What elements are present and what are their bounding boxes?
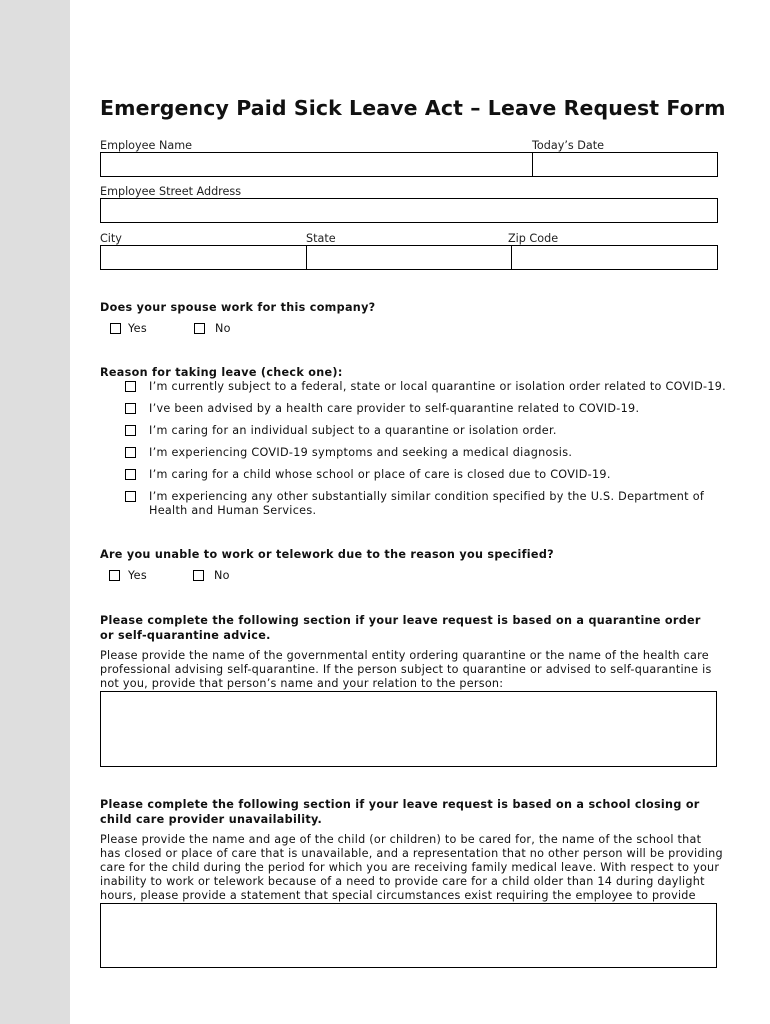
reason-option-quarantine-order: I’m currently subject to a federal, state or local quarantine or isolation order related to COVID-19. [149, 380, 727, 393]
city-label: City [100, 232, 122, 245]
unable-no-checkbox[interactable] [193, 570, 204, 581]
reason-option-self-quarantine: I’ve been advised by a health care provider to self-quarantine related to COVID-19. [149, 402, 640, 415]
unable-yes-checkbox[interactable] [109, 570, 120, 581]
zip-code-field[interactable] [512, 246, 717, 269]
school-section-heading: Please complete the following section if your leave request is based on a school closing or child care provider unavailability. [100, 798, 700, 826]
quarantine-section-instructions: Please provide the name of the governmental entity ordering quarantine or the name of the health care professional advising self-quarantine. If the person subject to quarantine or advised to self-quarantine is not you, provide that person’s name and your relation to the person: [100, 649, 712, 690]
school-section-instructions: Please provide the name and age of the child (or children) to be cared for, the name of the school that has closed or place of care that is unavailable, and a representation that no other person will be providing care for the child during the period for which you are receiving family medical leave. With respect to your inability to work or telework because of a need to provide care for a child older than 14 during daylight hours, please provide a statement that special circumstances exist requiring the employee to provide [100, 833, 723, 902]
city-field[interactable] [101, 246, 306, 269]
state-field[interactable] [307, 246, 511, 269]
todays-date-field[interactable] [533, 153, 717, 176]
employee-name-label: Employee Name [100, 139, 192, 152]
quarantine-details-field[interactable] [100, 691, 717, 767]
city-state-zip-row [100, 245, 718, 270]
reason-option-other-condition: I’m experiencing any other substantially similar condition specified by the U.S. Department of Health and Human Services. [149, 490, 705, 517]
spouse-no-label: No [215, 322, 231, 335]
street-address-label: Employee Street Address [100, 185, 242, 198]
unable-to-work-question: Are you unable to work or telework due to the reason you specified? [100, 548, 554, 561]
spouse-yes-label: Yes [128, 322, 147, 335]
child-care-details-field[interactable] [100, 903, 717, 968]
reason-checkbox-caring-individual[interactable] [125, 425, 136, 436]
state-label: State [306, 232, 336, 245]
spouse-yes-checkbox[interactable] [110, 323, 121, 334]
employee-name-field[interactable] [101, 153, 532, 176]
spouse-question: Does your spouse work for this company? [100, 301, 376, 314]
todays-date-label: Today’s Date [532, 139, 605, 152]
reason-option-caring-individual: I’m caring for an individual subject to a quarantine or isolation order. [149, 424, 557, 437]
unable-yes-label: Yes [128, 569, 147, 582]
left-margin-bar [0, 0, 70, 1024]
reason-question: Reason for taking leave (check one): [100, 366, 343, 379]
reason-checkbox-other-condition[interactable] [125, 491, 136, 502]
reason-checkbox-quarantine-order[interactable] [125, 381, 136, 392]
reason-checkbox-symptoms[interactable] [125, 447, 136, 458]
unable-no-label: No [214, 569, 230, 582]
reason-checkbox-self-quarantine[interactable] [125, 403, 136, 414]
form-page [70, 0, 770, 1024]
employee-name-row [100, 152, 718, 177]
zip-code-label: Zip Code [508, 232, 559, 245]
quarantine-section-heading: Please complete the following section if your leave request is based on a quarantine order or self-quarantine advice. [100, 614, 701, 642]
form-title: Emergency Paid Sick Leave Act – Leave Request Form [100, 96, 726, 120]
reason-option-symptoms: I’m experiencing COVID-19 symptoms and seeking a medical diagnosis. [149, 446, 573, 459]
reason-option-child-care: I’m caring for a child whose school or place of care is closed due to COVID-19. [149, 468, 611, 481]
spouse-no-checkbox[interactable] [194, 323, 205, 334]
reason-checkbox-child-care[interactable] [125, 469, 136, 480]
street-address-field[interactable] [100, 198, 718, 223]
